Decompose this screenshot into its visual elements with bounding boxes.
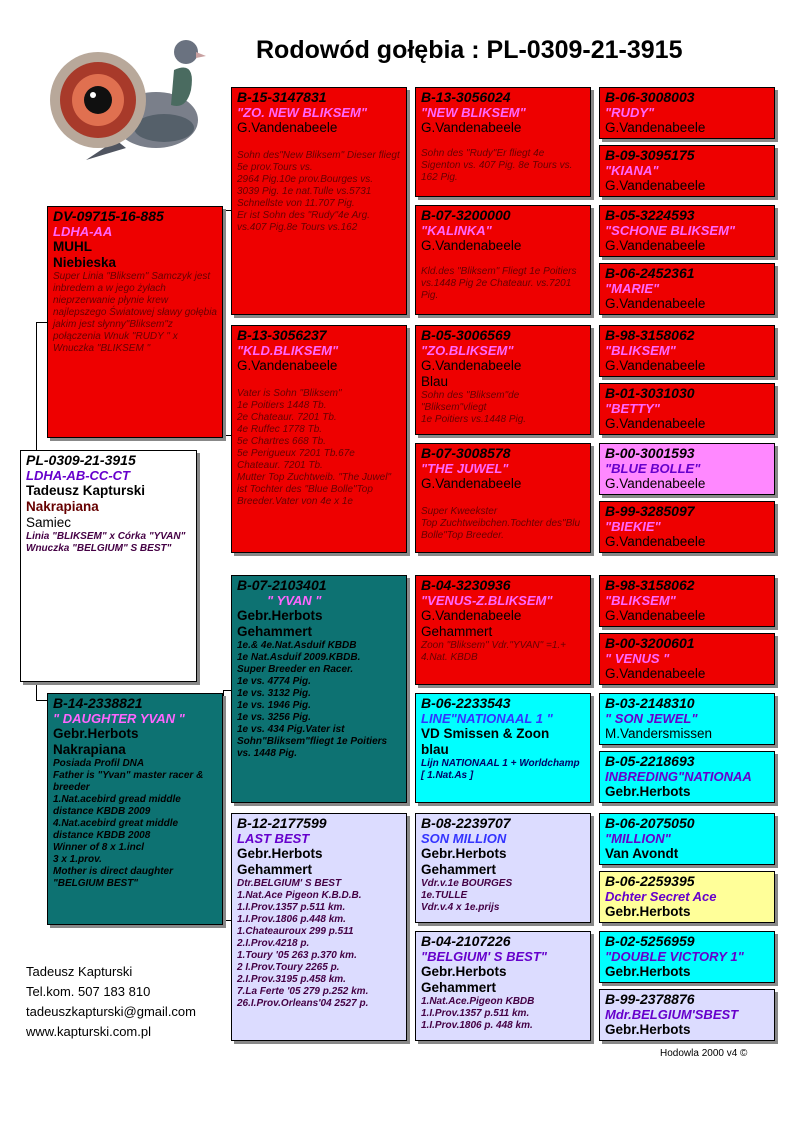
sdd-card <box>415 443 591 553</box>
dsd-card <box>415 693 591 803</box>
dsd-notes: Lijn NATIONAAL 1 + Worldchamp [ 1.Nat.As ] <box>421 758 580 781</box>
ss-ring: B-15-3147831 <box>237 89 327 105</box>
g4-ring: B-01-3031030 <box>605 385 695 401</box>
dss-ring: B-04-3230936 <box>421 577 511 593</box>
g4-name: Dchter Secret Ace <box>605 889 717 904</box>
subject-card <box>20 450 197 682</box>
sire-card <box>47 206 223 438</box>
sd-breeder: G.Vandenabeele <box>237 358 338 373</box>
g4-name: "SCHONE BLIKSEM" <box>605 223 736 238</box>
g4-ring: B-99-2378876 <box>605 991 695 1007</box>
sds-notes: Sohn des "Bliksem"de "Bliksem"vliegt 1e Poitiers vs.1448 Pig. <box>421 390 527 425</box>
g4-card <box>599 931 775 983</box>
sdd-notes: Super Kweekster Top Zuchtweibchen.Tochter des"Blu Bolle"Top Breeder. <box>421 506 581 541</box>
g4-card <box>599 501 775 553</box>
subject-name: LDHA-AB-CC-CT <box>26 468 130 483</box>
g4-card <box>599 575 775 627</box>
g4-card <box>599 383 775 435</box>
page-title: Rodowód gołębia : PL-0309-21-3915 <box>256 36 683 64</box>
dd-color: Gehammert <box>237 862 313 877</box>
ss-name: "ZO. NEW BLIKSEM" <box>237 105 368 120</box>
dd-card <box>231 813 407 1041</box>
g4-ring: B-98-3158062 <box>605 577 695 593</box>
g4-name: "MILLION" <box>605 831 671 846</box>
dsd-breeder: VD Smissen & Zoon <box>421 726 550 741</box>
g4-ring: B-02-5256959 <box>605 933 695 949</box>
dam-card <box>47 693 223 925</box>
g4-breeder: G.Vandenabeele <box>605 416 706 431</box>
dds-name: SON MILLION <box>421 831 507 846</box>
sdd-name: "THE JUWEL" <box>421 461 509 476</box>
g4-card <box>599 989 775 1041</box>
ss-breeder: G.Vandenabeele <box>237 120 338 135</box>
g4-name: "MARIE" <box>605 281 660 296</box>
dd-breeder: Gebr.Herbots <box>237 846 323 861</box>
g4-breeder: G.Vandenabeele <box>605 238 706 253</box>
sire-breeder: MUHL <box>53 239 92 254</box>
sire-ring: DV-09715-16-885 <box>53 208 164 224</box>
g4-ring: B-06-3008003 <box>605 89 695 105</box>
g4-name: "BIEKIE" <box>605 519 661 534</box>
contact-website[interactable]: www.kapturski.com.pl <box>26 1024 151 1039</box>
subject-ring: PL-0309-21-3915 <box>26 452 136 468</box>
ds-ring: B-07-2103401 <box>237 577 327 593</box>
g4-breeder: Van Avondt <box>605 846 679 861</box>
ss-notes: Sohn des"New Bliksem" Dieser fliegt 5e prov.Tours vs. 2964 Pig.10e prov.Bourges vs. 3039 Pig. 1e nat.Tulle vs.5731 Schnellste von 11.707 Pig. Er ist Sohn des "Rudy"4e Arg. vs.407 Pig.8e Tours vs.162 <box>237 150 400 233</box>
subject-color: Nakrapiana <box>26 499 99 514</box>
connector-line <box>223 210 224 435</box>
connector-line <box>223 690 224 920</box>
ddd-color: Gehammert <box>421 980 497 995</box>
ssd-breeder: G.Vandenabeele <box>421 238 522 253</box>
sd-notes: Vater is Sohn "Bliksem" 1e Poitiers 1448 Tb. 2e Chateaur. 7201 Tb. 4e Ruffec 1778 Tb. 5e Chartres 668 Tb. 5e Perigueux 7201 Tb.67e Chateaur. 7201 Tb. Mutter Top Zuchtweib. "The Juwel" ist Tochter des "Blue Bolle"Top Breeder.Vater von 4e x 1e <box>237 388 392 507</box>
dam-color: Nakrapiana <box>53 742 126 757</box>
g4-card <box>599 87 775 139</box>
sss-card <box>415 87 591 197</box>
dds-breeder: Gebr.Herbots <box>421 846 507 861</box>
dss-card <box>415 575 591 685</box>
ssd-notes: Kld.des "Bliksem" Fliegt 1e Poitiers vs.1448 Pig 2e Chateaur. vs.7201 Pig. <box>421 266 577 301</box>
g4-breeder: G.Vandenabeele <box>605 666 706 681</box>
g4-name: "BLIKSEM" <box>605 593 676 608</box>
dds-ring: B-08-2239707 <box>421 815 511 831</box>
contact-email[interactable]: tadeuszkapturski@gmail.com <box>26 1004 196 1019</box>
contact-phone: Tel.kom. 507 183 810 <box>26 984 151 999</box>
ddd-ring: B-04-2107226 <box>421 933 511 949</box>
g4-card <box>599 871 775 923</box>
g4-card <box>599 633 775 685</box>
dds-notes: Vdr.v.1e BOURGES 1e.TULLE Vdr.v.4 x 1e.prijs <box>421 878 513 913</box>
g4-card <box>599 751 775 803</box>
sds-name: "ZO.BLIKSEM" <box>421 343 514 358</box>
connector-line <box>223 920 231 921</box>
g4-breeder: Gebr.Herbots <box>605 784 691 799</box>
ds-breeder: Gebr.Herbots <box>237 608 323 623</box>
sds-color: Blau <box>421 374 449 389</box>
ds-name: " YVAN " <box>267 593 322 608</box>
sss-notes: Sohn des "Rudy"Er fliegt 4e Sigenton vs. 407 Pig. 8e Tours vs. 162 Pig. <box>421 148 573 183</box>
contact-block <box>26 962 196 1042</box>
g4-breeder: G.Vandenabeele <box>605 120 706 135</box>
dss-color: Gehammert <box>421 624 493 639</box>
g4-name: "KIANA" <box>605 163 659 178</box>
sss-name: "NEW BLIKSEM" <box>421 105 526 120</box>
g4-ring: B-09-3095175 <box>605 147 695 163</box>
dsd-name: LINE"NATIONAAL 1 " <box>421 711 553 726</box>
g4-ring: B-05-2218693 <box>605 753 695 769</box>
subject-sex: Samiec <box>26 515 72 530</box>
sss-breeder: G.Vandenabeele <box>421 120 522 135</box>
dd-notes: Dtr.BELGIUM' S BEST 1.Nat.Ace Pigeon K.B.D.B. 1.I.Prov.1357 p.511 km. 1.I.Prov.1806 p.448 km. 1.Chateauroux 299 p.511 2.I.Prov.4218 p. 1.Toury '05 263 p.370 km. 2 I.Prov.Toury 2265 p. 2.I.Prov.3195 p.458 km. 7.La Ferte '05 279 p.252 km. 26.I.Prov.Orleans'04 2527 p. <box>237 878 369 1009</box>
sds-card <box>415 325 591 435</box>
sd-name: "KLD.BLIKSEM" <box>237 343 339 358</box>
sire-color: Niebieska <box>53 255 117 270</box>
g4-breeder: G.Vandenabeele <box>605 534 706 549</box>
g4-breeder: G.Vandenabeele <box>605 296 706 311</box>
sd-ring: B-13-3056237 <box>237 327 327 343</box>
sire-name: LDHA-AA <box>53 224 113 239</box>
g4-name: "DOUBLE VICTORY 1" <box>605 949 744 964</box>
ddd-name: "BELGIUM' S BEST" <box>421 949 547 964</box>
g4-breeder: G.Vandenabeele <box>605 358 706 373</box>
dam-notes: Posiada Profil DNA Father is "Yvan" master racer & breeder 1.Nat.acebird gread middle distance KBDB 2009 4.Nat.acebird great middle distance KBDB 2008 Winner of 8 x 1.incl 3 x 1.prov. Mother is direct daughter "BELGIUM BEST" <box>53 758 204 889</box>
g4-card <box>599 443 775 495</box>
g4-breeder: M.Vandersmissen <box>605 726 713 741</box>
g4-breeder: Gebr.Herbots <box>605 964 691 979</box>
sds-breeder: G.Vandenabeele <box>421 358 522 373</box>
g4-name: Mdr.BELGIUM'SBEST <box>605 1007 739 1022</box>
g4-name: "BLUE BOLLE" <box>605 461 701 476</box>
sdd-breeder: G.Vandenabeele <box>421 476 522 491</box>
ddd-card <box>415 931 591 1041</box>
ssd-card <box>415 205 591 315</box>
connector-line <box>223 690 231 691</box>
g4-name: INBREDING"NATIONAA <box>605 769 752 784</box>
g4-breeder: Gebr.Herbots <box>605 904 691 919</box>
g4-name: " VENUS " <box>605 651 670 666</box>
dam-breeder: Gebr.Herbots <box>53 726 139 741</box>
g4-card <box>599 145 775 197</box>
dam-ring: B-14-2338821 <box>53 695 143 711</box>
dd-name: LAST BEST <box>237 831 310 846</box>
dd-ring: B-12-2177599 <box>237 815 327 831</box>
ss-card <box>231 87 407 315</box>
ds-color: Gehammert <box>237 624 313 639</box>
dam-name: " DAUGHTER YVAN " <box>53 711 185 726</box>
g4-card <box>599 693 775 745</box>
g4-ring: B-00-3001593 <box>605 445 695 461</box>
g4-ring: B-06-2259395 <box>605 873 695 889</box>
g4-name: "BLIKSEM" <box>605 343 676 358</box>
g4-ring: B-03-2148310 <box>605 695 695 711</box>
g4-ring: B-98-3158062 <box>605 327 695 343</box>
g4-card <box>599 263 775 315</box>
dds-card <box>415 813 591 923</box>
g4-ring: B-05-3224593 <box>605 207 695 223</box>
g4-ring: B-99-3285097 <box>605 503 695 519</box>
dsd-ring: B-06-2233543 <box>421 695 511 711</box>
sd-card <box>231 325 407 553</box>
g4-ring: B-00-3200601 <box>605 635 695 651</box>
ddd-notes: 1.Nat.Ace.Pigeon KBDB 1.I.Prov.1357 p.511 km. 1.I.Prov.1806 p. 448 km. <box>421 996 535 1031</box>
ssd-name: "KALINKA" <box>421 223 492 238</box>
dss-notes: Zoon "Bliksem" Vdr."YVAN" =1.+ 4.Nat. KBDB <box>421 640 566 663</box>
dss-breeder: G.Vandenabeele <box>421 608 522 623</box>
sds-ring: B-05-3006569 <box>421 327 511 343</box>
subject-breeder: Tadeusz Kapturski <box>26 483 146 498</box>
footer-version: Hodowla 2000 v4 © <box>660 1048 748 1059</box>
ddd-breeder: Gebr.Herbots <box>421 964 507 979</box>
sdd-ring: B-07-3008578 <box>421 445 511 461</box>
g4-breeder: Gebr.Herbots <box>605 1022 691 1037</box>
ds-notes: 1e.& 4e.Nat.Asduif KBDB 1e Nat.Asduif 2009.KBDB. Super Breeder en Racer. 1e vs. 4774 Pig. 1e vs. 3132 Pig. 1e vs. 1946 Pig. 1e vs. 3256 Pig. 1e vs. 434 Pig.Vater ist Sohn"Bliksem"fliegt 1e Poitiers vs. 1448 Pig. <box>237 640 388 759</box>
g4-card <box>599 813 775 865</box>
subject-notes: Linia "BLIKSEM" x Córka "YVAN" Wnuczka "BELGIUM" S BEST" <box>26 531 186 554</box>
g4-card <box>599 205 775 257</box>
g4-ring: B-06-2075050 <box>605 815 695 831</box>
g4-breeder: G.Vandenabeele <box>605 476 706 491</box>
sire-notes: Super Linia "Bliksem" Samczyk jest inbredem a w jego żyłach nieprzerwanie płynie krew najlepszego Światowej sławy gołębia jakim jest słynny"Bliksem"z połączenia Wnuk "RUDY " x Wnuczka "BLIKSEM " <box>53 271 217 354</box>
dds-color: Gehammert <box>421 862 497 877</box>
g4-ring: B-06-2452361 <box>605 265 695 281</box>
sss-ring: B-13-3056024 <box>421 89 511 105</box>
connector-line <box>223 435 231 436</box>
g4-breeder: G.Vandenabeele <box>605 608 706 623</box>
dss-name: "VENUS-Z.BLIKSEM" <box>421 593 553 608</box>
ds-card <box>231 575 407 803</box>
g4-card <box>599 325 775 377</box>
pigeon-eye-logo <box>46 30 206 190</box>
g4-name: "BETTY" <box>605 401 660 416</box>
g4-name: "RUDY" <box>605 105 655 120</box>
g4-breeder: G.Vandenabeele <box>605 178 706 193</box>
g4-name: " SON JEWEL" <box>605 711 698 726</box>
dsd-color: blau <box>421 742 449 757</box>
ssd-ring: B-07-3200000 <box>421 207 511 223</box>
contact-name: Tadeusz Kapturski <box>26 964 133 979</box>
connector-line <box>223 210 231 211</box>
